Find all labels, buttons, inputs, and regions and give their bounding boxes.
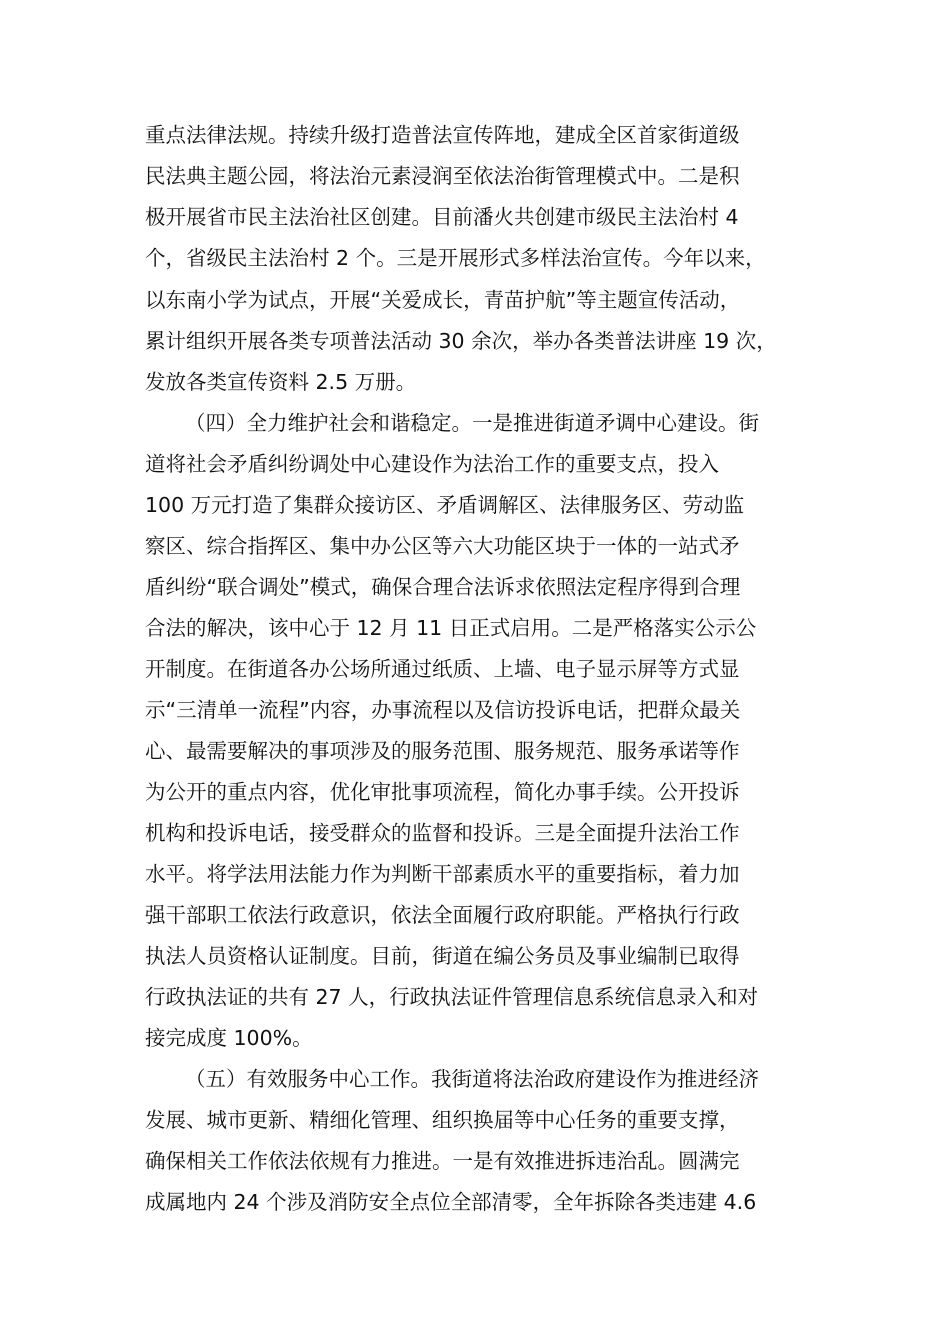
text-line: 100 万元打造了集群众接访区、矛盾调解区、法律服务区、劳动监: [145, 493, 745, 517]
paragraph-heading-line: （四）全力维护社会和谐稳定。一是推进街道矛调中心建设。街: [185, 411, 759, 435]
paragraph-heading-line: （五）有效服务中心工作。我街道将法治政府建设作为推进经济: [185, 1067, 759, 1091]
text-line: 水平。将学法用法能力作为判断干部素质水平的重要指标，着力加: [145, 862, 740, 886]
text-line: 执法人员资格认证制度。目前，街道在编公务员及事业编制已取得: [145, 944, 740, 968]
text-line: 累计组织开展各类专项普法活动 30 余次，举办各类普法讲座 19 次，: [145, 329, 777, 353]
text-line: 以东南小学为试点，开展“关爱成长，青苗护航”等主题宣传活动，: [145, 288, 741, 312]
text-line: 极开展省市民主法治社区创建。目前潘火共创建市级民主法治村 4: [145, 205, 739, 229]
text-line: 行政执法证的共有 27 人，行政执法证件管理信息系统信息录入和对: [145, 985, 759, 1009]
text-line: 心、最需要解决的事项涉及的服务范围、服务规范、服务承诺等作: [145, 739, 740, 763]
text-line: 发展、城市更新、精细化管理、组织换届等中心任务的重要支撑，: [145, 1108, 740, 1132]
text-line: 发放各类宣传资料 2.5 万册。: [145, 370, 417, 394]
text-line: 道将社会矛盾纠纷调处中心建设作为法治工作的重要支点，投入: [145, 452, 719, 476]
text-line: 成属地内 24 个涉及消防安全点位全部清零，全年拆除各类违建 4.6: [145, 1190, 757, 1214]
text-line: 开制度。在街道各办公场所通过纸质、上墙、电子显示屏等方式显: [145, 657, 740, 681]
text-line: 民法典主题公园，将法治元素浸润至依法治街管理模式中。二是积: [145, 164, 740, 188]
text-line: 盾纠纷“联合调处”模式，确保合理合法诉求依照法定程序得到合理: [145, 575, 741, 599]
text-line: 接完成度 100%。: [145, 1026, 313, 1050]
text-line: 示“三清单一流程”内容，办事流程以及信访投诉电话，把群众最关: [145, 698, 741, 722]
text-line: 合法的解决，该中心于 12 月 11 日正式启用。二是严格落实公示公: [145, 616, 757, 640]
text-line: 确保相关工作依法依规有力推进。一是有效推进拆违治乱。圆满完: [145, 1149, 740, 1173]
text-line: 强干部职工依法行政意识，依法全面履行政府职能。严格执行行政: [145, 903, 740, 927]
text-line: 重点法律法规。持续升级打造普法宣传阵地，建成全区首家街道级: [145, 123, 740, 147]
text-line: 机构和投诉电话，接受群众的监督和投诉。三是全面提升法治工作: [145, 821, 740, 845]
text-line: 察区、综合指挥区、集中办公区等六大功能区块于一体的一站式矛: [145, 534, 740, 558]
text-line: 个，省级民主法治村 2 个。三是开展形式多样法治宣传。今年以来，: [145, 246, 766, 270]
text-line: 为公开的重点内容，优化审批事项流程，简化办事手续。公开投诉: [145, 780, 740, 804]
